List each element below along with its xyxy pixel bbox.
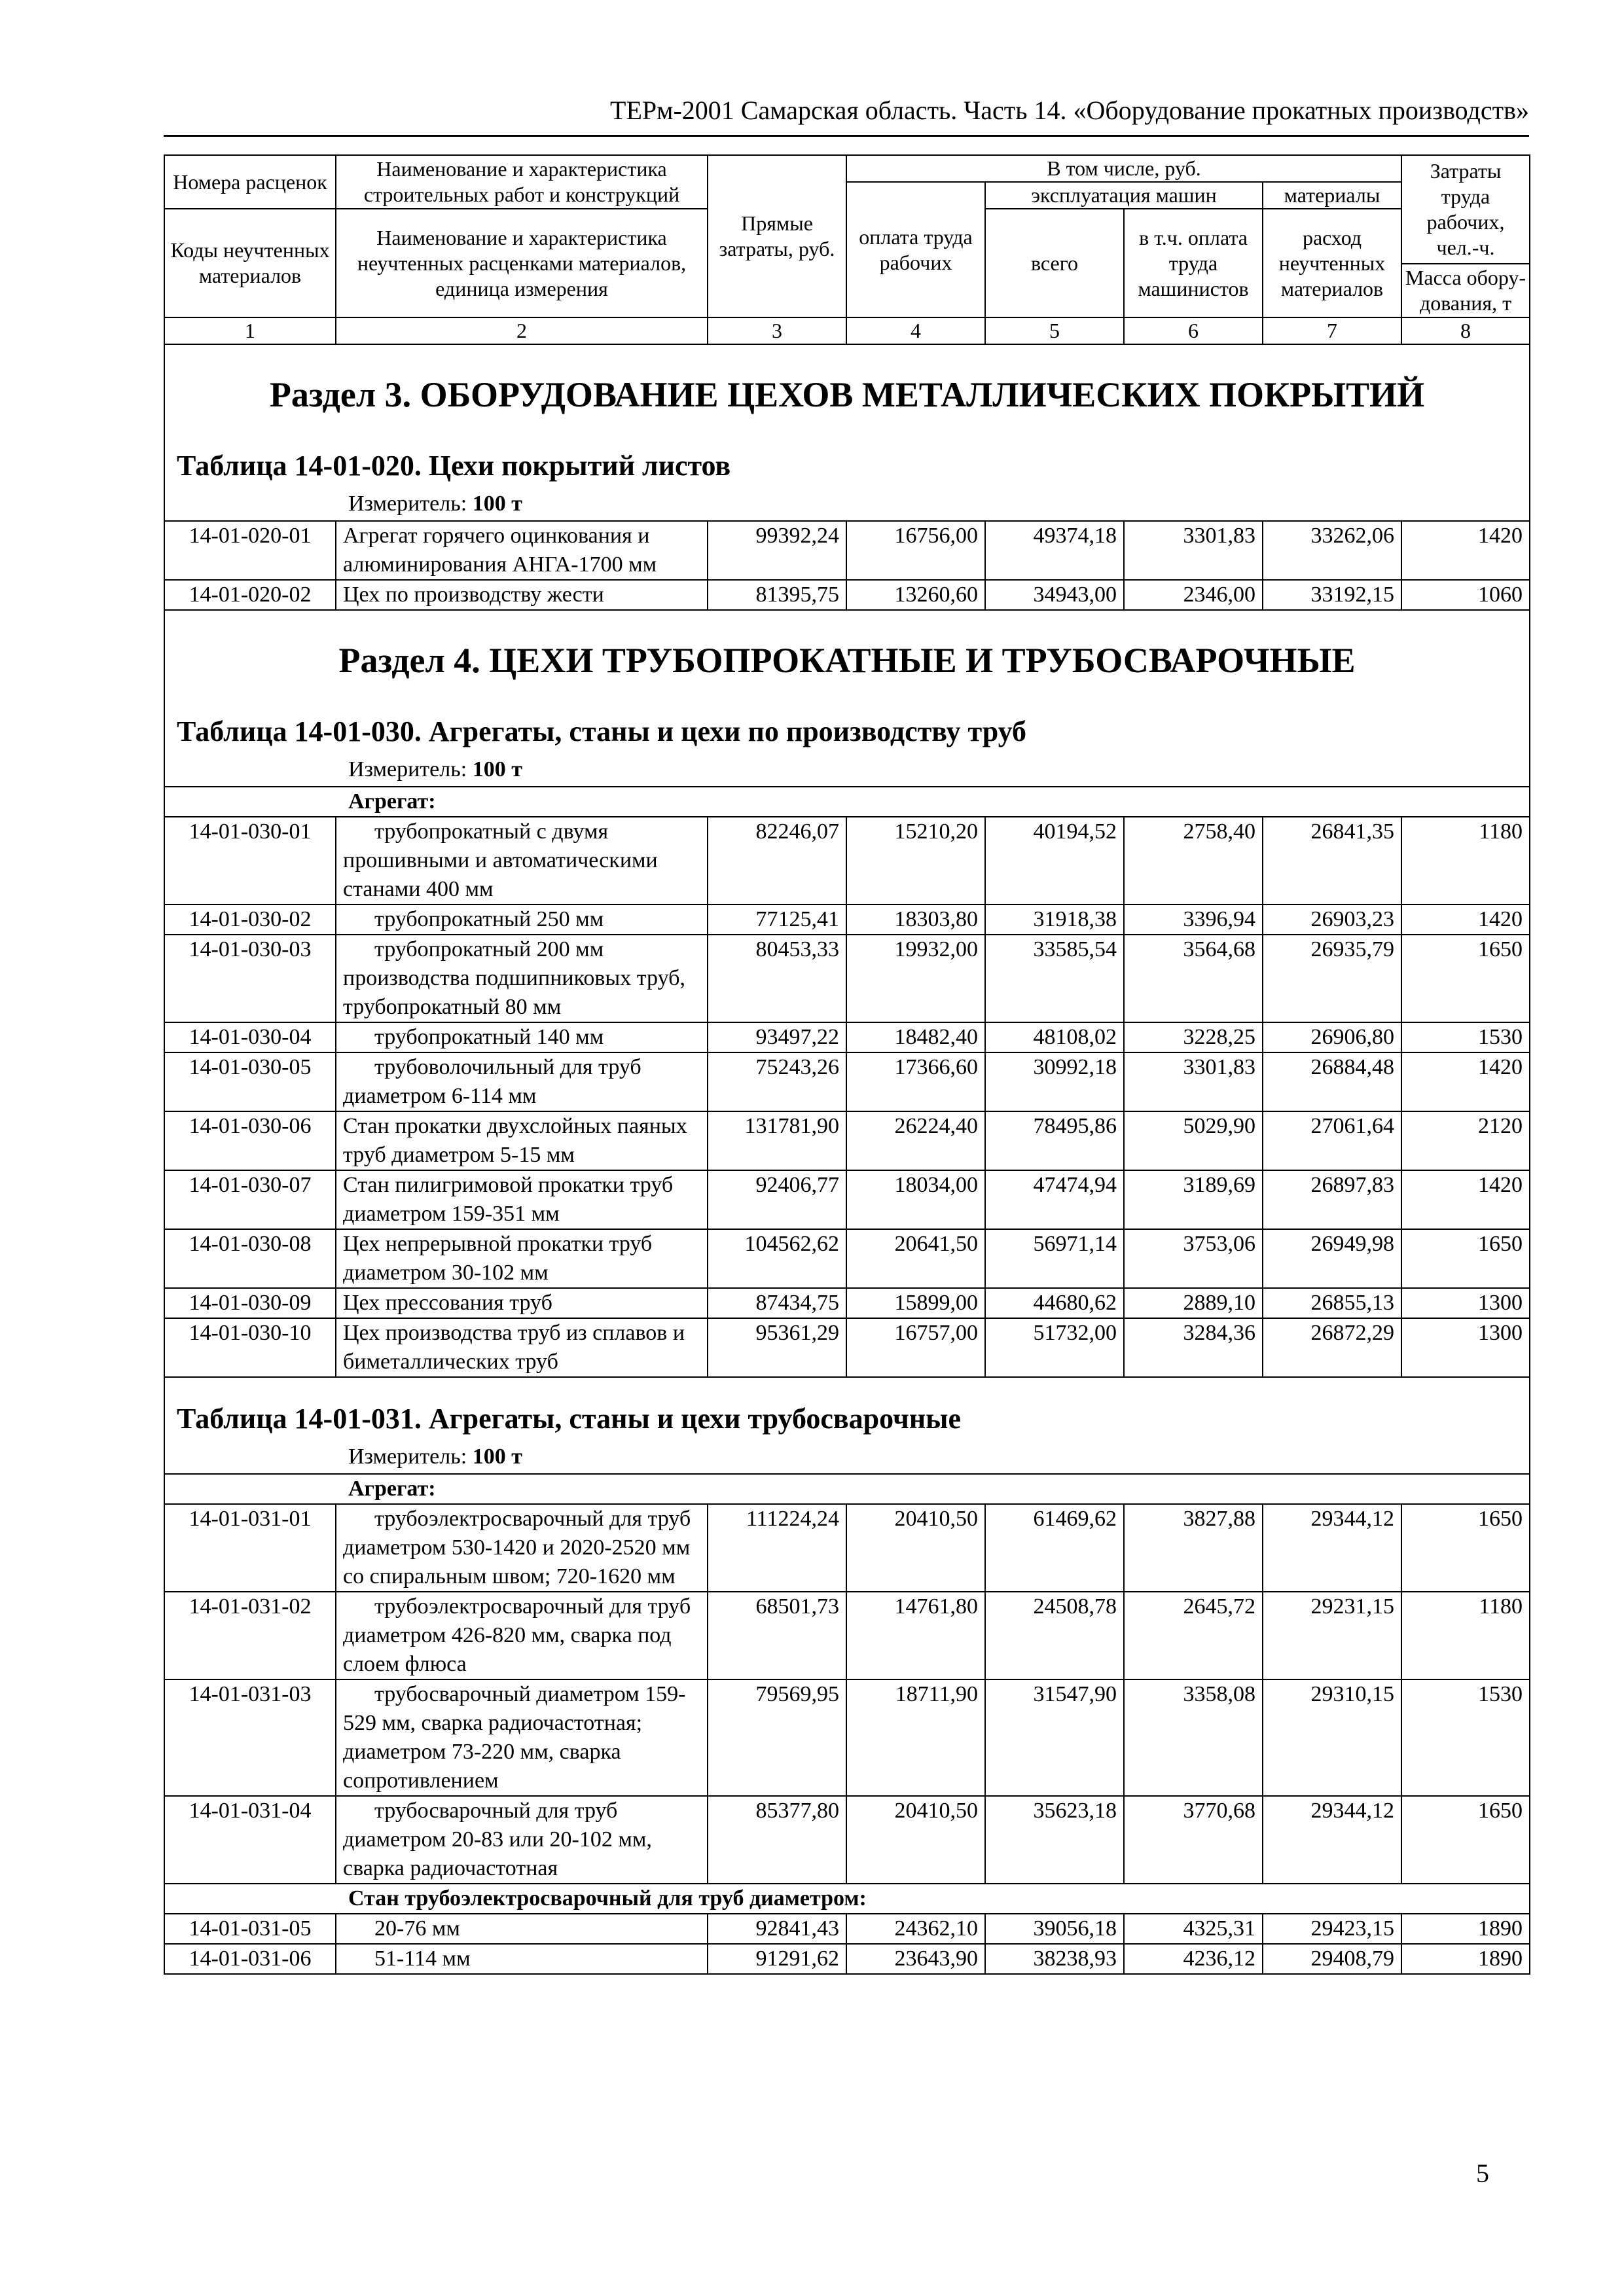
table-row (164, 1111, 1530, 1170)
value-c6: 3358,08 (1124, 1679, 1263, 1796)
col-number: 8 (1401, 317, 1530, 344)
table030-title: Таблица 14-01-030. Агрегаты, станы и цехи по производству труб (177, 715, 1027, 747)
value-c5: 40194,52 (985, 817, 1124, 905)
table-row (164, 935, 1530, 1022)
value-c7: 26897,83 (1263, 1170, 1401, 1229)
value-c4: 13260,60 (846, 580, 985, 610)
value-c7: 26906,80 (1263, 1022, 1401, 1052)
value-c5: 38238,93 (985, 1944, 1124, 1974)
value-c3: 79569,95 (708, 1679, 846, 1796)
value-c7: 26855,13 (1263, 1288, 1401, 1318)
value-c6: 3284,36 (1124, 1318, 1263, 1377)
machines-header: эксплуатация машин (985, 182, 1263, 209)
value-c3: 131781,90 (708, 1111, 846, 1170)
rate-code: 14-01-030-10 (164, 1318, 336, 1377)
value-c8: 1650 (1401, 1229, 1530, 1288)
value-c8: 2120 (1401, 1111, 1530, 1170)
table-row (164, 1592, 1530, 1679)
rate-description: трубопрокатный с двумя прошивными и автоматическими станами 400 мм (336, 817, 708, 905)
value-c6: 2346,00 (1124, 580, 1263, 610)
value-c5: 51732,00 (985, 1318, 1124, 1377)
table-row (164, 1796, 1530, 1884)
col3-header: Прямые затраты, руб. (708, 155, 846, 317)
value-c8: 1530 (1401, 1022, 1530, 1052)
rate-code: 14-01-030-02 (164, 905, 336, 935)
table-row (164, 817, 1530, 905)
section4-band (164, 610, 1530, 787)
rate-code: 14-01-020-02 (164, 580, 336, 610)
rate-description: 20-76 мм (336, 1914, 708, 1944)
rate-description: Стан прокатки двухслойных паяных труб диаметром 5-15 мм (336, 1111, 708, 1170)
col-number: 6 (1124, 317, 1263, 344)
table-row (164, 1679, 1530, 1796)
rate-code: 14-01-030-05 (164, 1052, 336, 1111)
table031-measure: Измеритель: 100 т (348, 1444, 522, 1469)
rate-code: 14-01-031-01 (164, 1504, 336, 1592)
value-c5: 44680,62 (985, 1288, 1124, 1318)
value-c6: 4236,12 (1124, 1944, 1263, 1974)
value-c8: 1420 (1401, 1170, 1530, 1229)
rate-description: Агрегат горячего оцинкования и алюминирования АНГА-1700 мм (336, 521, 708, 580)
value-c6: 3228,25 (1124, 1022, 1263, 1052)
rate-description: трубопрокатный 200 мм производства подшипниковых труб, трубопрокатный 80 мм (336, 935, 708, 1022)
value-c5: 34943,00 (985, 580, 1124, 610)
header-rule (164, 135, 1529, 137)
table-row (164, 580, 1530, 610)
value-c3: 80453,33 (708, 935, 846, 1022)
value-c4: 16757,00 (846, 1318, 985, 1377)
value-c6: 3301,83 (1124, 1052, 1263, 1111)
value-c4: 15899,00 (846, 1288, 985, 1318)
table031-group-label: Агрегат: (164, 1474, 1530, 1504)
rate-code: 14-01-031-02 (164, 1592, 336, 1679)
materials-header: материалы (1263, 182, 1401, 209)
value-c4: 18711,90 (846, 1679, 985, 1796)
value-c5: 31547,90 (985, 1679, 1124, 1796)
table-row (164, 1052, 1530, 1111)
value-c8: 1180 (1401, 1592, 1530, 1679)
rate-code: 14-01-030-04 (164, 1022, 336, 1052)
table-row (164, 1504, 1530, 1592)
col-number: 5 (985, 317, 1124, 344)
value-c6: 2889,10 (1124, 1288, 1263, 1318)
value-c6: 3827,88 (1124, 1504, 1263, 1592)
value-c4: 14761,80 (846, 1592, 985, 1679)
table-row (164, 905, 1530, 935)
value-c3: 68501,73 (708, 1592, 846, 1679)
table031-group2-label: Стан трубоэлектросварочный для труб диаметром: (164, 1884, 1530, 1914)
value-c4: 23643,90 (846, 1944, 985, 1974)
value-c8: 1650 (1401, 1504, 1530, 1592)
value-c4: 19932,00 (846, 935, 985, 1022)
col1-top-header: Номера расценок (164, 155, 336, 209)
table031-title: Таблица 14-01-031. Агрегаты, станы и цехи трубосварочные (177, 1403, 962, 1435)
value-c6: 4325,31 (1124, 1914, 1263, 1944)
rate-description: Цех производства труб из сплавов и биметаллических труб (336, 1318, 708, 1377)
value-c6: 3396,94 (1124, 905, 1263, 935)
table-row (164, 1944, 1530, 1974)
value-c5: 48108,02 (985, 1022, 1124, 1052)
value-c8: 1060 (1401, 580, 1530, 610)
value-c7: 26841,35 (1263, 817, 1401, 905)
table-row (164, 521, 1530, 580)
value-c6: 5029,90 (1124, 1111, 1263, 1170)
rate-code: 14-01-031-05 (164, 1914, 336, 1944)
value-c6: 2758,40 (1124, 817, 1263, 905)
rate-code: 14-01-031-04 (164, 1796, 336, 1884)
rate-description: трубопрокатный 250 мм (336, 905, 708, 935)
value-c5: 78495,86 (985, 1111, 1124, 1170)
value-c7: 29344,12 (1263, 1504, 1401, 1592)
value-c6: 3753,06 (1124, 1229, 1263, 1288)
value-c3: 93497,22 (708, 1022, 846, 1052)
rate-description: трубопрокатный 140 мм (336, 1022, 708, 1052)
value-c4: 15210,20 (846, 817, 985, 905)
col-number: 1 (164, 317, 336, 344)
value-c8: 1420 (1401, 1052, 1530, 1111)
table031-band (164, 1377, 1530, 1474)
rate-description: трубоэлектросварочный для труб диаметром 530-1420 и 2020-2520 мм со спиральным швом; 720-1620 мм (336, 1504, 708, 1592)
value-c3: 104562,62 (708, 1229, 846, 1288)
rate-code: 14-01-030-03 (164, 935, 336, 1022)
col8-bottom-header: Масса обору-дования, т (1401, 264, 1530, 317)
value-c8: 1890 (1401, 1944, 1530, 1974)
value-c5: 31918,38 (985, 905, 1124, 935)
value-c5: 30992,18 (985, 1052, 1124, 1111)
value-c8: 1650 (1401, 935, 1530, 1022)
rate-code: 14-01-031-03 (164, 1679, 336, 1796)
value-c5: 24508,78 (985, 1592, 1124, 1679)
col-number: 2 (336, 317, 708, 344)
table-row (164, 1288, 1530, 1318)
table020-measure: Измеритель: 100 т (348, 492, 522, 516)
col8-top-header: Затраты труда рабочих, чел.-ч. (1401, 155, 1530, 264)
value-c7: 33262,06 (1263, 521, 1401, 580)
value-c3: 99392,24 (708, 521, 846, 580)
table-row (164, 1914, 1530, 1944)
rate-description: Цех непрерывной прокатки труб диаметром 30-102 мм (336, 1229, 708, 1288)
rate-description: Цех по производству жести (336, 580, 708, 610)
value-c4: 20410,50 (846, 1796, 985, 1884)
table-row (164, 1318, 1530, 1377)
col-number: 4 (846, 317, 985, 344)
col5-header: всего (985, 209, 1124, 317)
value-c5: 56971,14 (985, 1229, 1124, 1288)
value-c5: 61469,62 (985, 1504, 1124, 1592)
col6-header: в т.ч. оплата труда машинистов (1124, 209, 1263, 317)
value-c7: 27061,64 (1263, 1111, 1401, 1170)
value-c7: 29408,79 (1263, 1944, 1401, 1974)
value-c7: 29423,15 (1263, 1914, 1401, 1944)
value-c4: 18482,40 (846, 1022, 985, 1052)
value-c5: 47474,94 (985, 1170, 1124, 1229)
col1-bottom-header: Коды неучтенных материалов (164, 209, 336, 317)
col4-header: оплата труда рабочих (846, 182, 985, 317)
value-c5: 49374,18 (985, 521, 1124, 580)
value-c8: 1530 (1401, 1679, 1530, 1796)
value-c6: 3770,68 (1124, 1796, 1263, 1884)
value-c6: 3301,83 (1124, 521, 1263, 580)
value-c6: 2645,72 (1124, 1592, 1263, 1679)
value-c6: 3189,69 (1124, 1170, 1263, 1229)
value-c3: 111224,24 (708, 1504, 846, 1592)
value-c8: 1420 (1401, 905, 1530, 935)
rate-description: трубосварочный диаметром 159-529 мм, сварка радиочастотная; диаметром 73-220 мм, сварка сопротивлением (336, 1679, 708, 1796)
page-number: 5 (1476, 2159, 1489, 2188)
rate-code: 14-01-030-06 (164, 1111, 336, 1170)
table030-group-label: Агрегат: (164, 787, 1530, 817)
table-row (164, 1170, 1530, 1229)
value-c5: 33585,54 (985, 935, 1124, 1022)
table031-rows (164, 1504, 1530, 1884)
rate-code: 14-01-030-01 (164, 817, 336, 905)
col2-top-header: Наименование и характеристика строительных работ и конструкций (336, 155, 708, 209)
value-c7: 29310,15 (1263, 1679, 1401, 1796)
running-header: ТЕРм-2001 Самарская область. Часть 14. «Оборудование прокатных производств» (610, 96, 1529, 125)
rate-code: 14-01-030-08 (164, 1229, 336, 1288)
rates-table (164, 154, 1530, 1975)
table020-rows (164, 521, 1530, 610)
rate-code: 14-01-030-09 (164, 1288, 336, 1318)
value-c3: 77125,41 (708, 905, 846, 935)
value-c7: 26872,29 (1263, 1318, 1401, 1377)
table031-rows-2 (164, 1914, 1530, 1974)
value-c7: 26935,79 (1263, 935, 1401, 1022)
section3-band (164, 344, 1530, 521)
value-c7: 33192,15 (1263, 580, 1401, 610)
value-c3: 92406,77 (708, 1170, 846, 1229)
rate-code: 14-01-030-07 (164, 1170, 336, 1229)
col-number: 7 (1263, 317, 1401, 344)
value-c5: 35623,18 (985, 1796, 1124, 1884)
table-row (164, 1022, 1530, 1052)
value-c7: 26949,98 (1263, 1229, 1401, 1288)
value-c6: 3564,68 (1124, 935, 1263, 1022)
rate-code: 14-01-031-06 (164, 1944, 336, 1974)
value-c8: 1890 (1401, 1914, 1530, 1944)
rate-description: трубоволочильный для труб диаметром 6-114 мм (336, 1052, 708, 1111)
table030-measure: Измеритель: 100 т (348, 757, 522, 781)
table020-title: Таблица 14-01-020. Цехи покрытий листов (177, 450, 731, 482)
table-row (164, 1229, 1530, 1288)
value-c3: 85377,80 (708, 1796, 846, 1884)
value-c8: 1300 (1401, 1318, 1530, 1377)
value-c5: 39056,18 (985, 1914, 1124, 1944)
value-c4: 18303,80 (846, 905, 985, 935)
value-c7: 26884,48 (1263, 1052, 1401, 1111)
rate-description: Цех прессования труб (336, 1288, 708, 1318)
value-c3: 75243,26 (708, 1052, 846, 1111)
incl-header: В том числе, руб. (846, 155, 1401, 182)
value-c3: 95361,29 (708, 1318, 846, 1377)
value-c4: 18034,00 (846, 1170, 985, 1229)
value-c4: 16756,00 (846, 521, 985, 580)
rate-code: 14-01-020-01 (164, 521, 336, 580)
value-c4: 17366,60 (846, 1052, 985, 1111)
rate-description: трубосварочный для труб диаметром 20-83 или 20-102 мм, сварка радиочастотная (336, 1796, 708, 1884)
value-c8: 1420 (1401, 521, 1530, 580)
value-c7: 26903,23 (1263, 905, 1401, 935)
value-c4: 24362,10 (846, 1914, 985, 1944)
section4-title: Раздел 4. ЦЕХИ ТРУБОПРОКАТНЫЕ И ТРУБОСВАРОЧНЫЕ (338, 641, 1356, 680)
value-c3: 82246,07 (708, 817, 846, 905)
value-c4: 20410,50 (846, 1504, 985, 1592)
col-number: 3 (708, 317, 846, 344)
rate-description: 51-114 мм (336, 1944, 708, 1974)
section3-title: Раздел 3. ОБОРУДОВАНИЕ ЦЕХОВ МЕТАЛЛИЧЕСКИХ ПОКРЫТИЙ (269, 375, 1425, 414)
rate-description: трубоэлектросварочный для труб диаметром 426-820 мм, сварка под слоем флюса (336, 1592, 708, 1679)
table-header (164, 155, 1530, 344)
table030-rows (164, 817, 1530, 1377)
value-c4: 26224,40 (846, 1111, 985, 1170)
value-c8: 1180 (1401, 817, 1530, 905)
value-c8: 1300 (1401, 1288, 1530, 1318)
value-c3: 91291,62 (708, 1944, 846, 1974)
rate-description: Стан пилигримовой прокатки труб диаметром 159-351 мм (336, 1170, 708, 1229)
value-c4: 20641,50 (846, 1229, 985, 1288)
value-c7: 29231,15 (1263, 1592, 1401, 1679)
col7-header: расход неучтенных материалов (1263, 209, 1401, 317)
col2-bottom-header: Наименование и характеристика неучтенных расценками материалов, единица измерения (336, 209, 708, 317)
value-c8: 1650 (1401, 1796, 1530, 1884)
value-c3: 81395,75 (708, 580, 846, 610)
value-c7: 29344,12 (1263, 1796, 1401, 1884)
value-c3: 92841,43 (708, 1914, 846, 1944)
value-c3: 87434,75 (708, 1288, 846, 1318)
